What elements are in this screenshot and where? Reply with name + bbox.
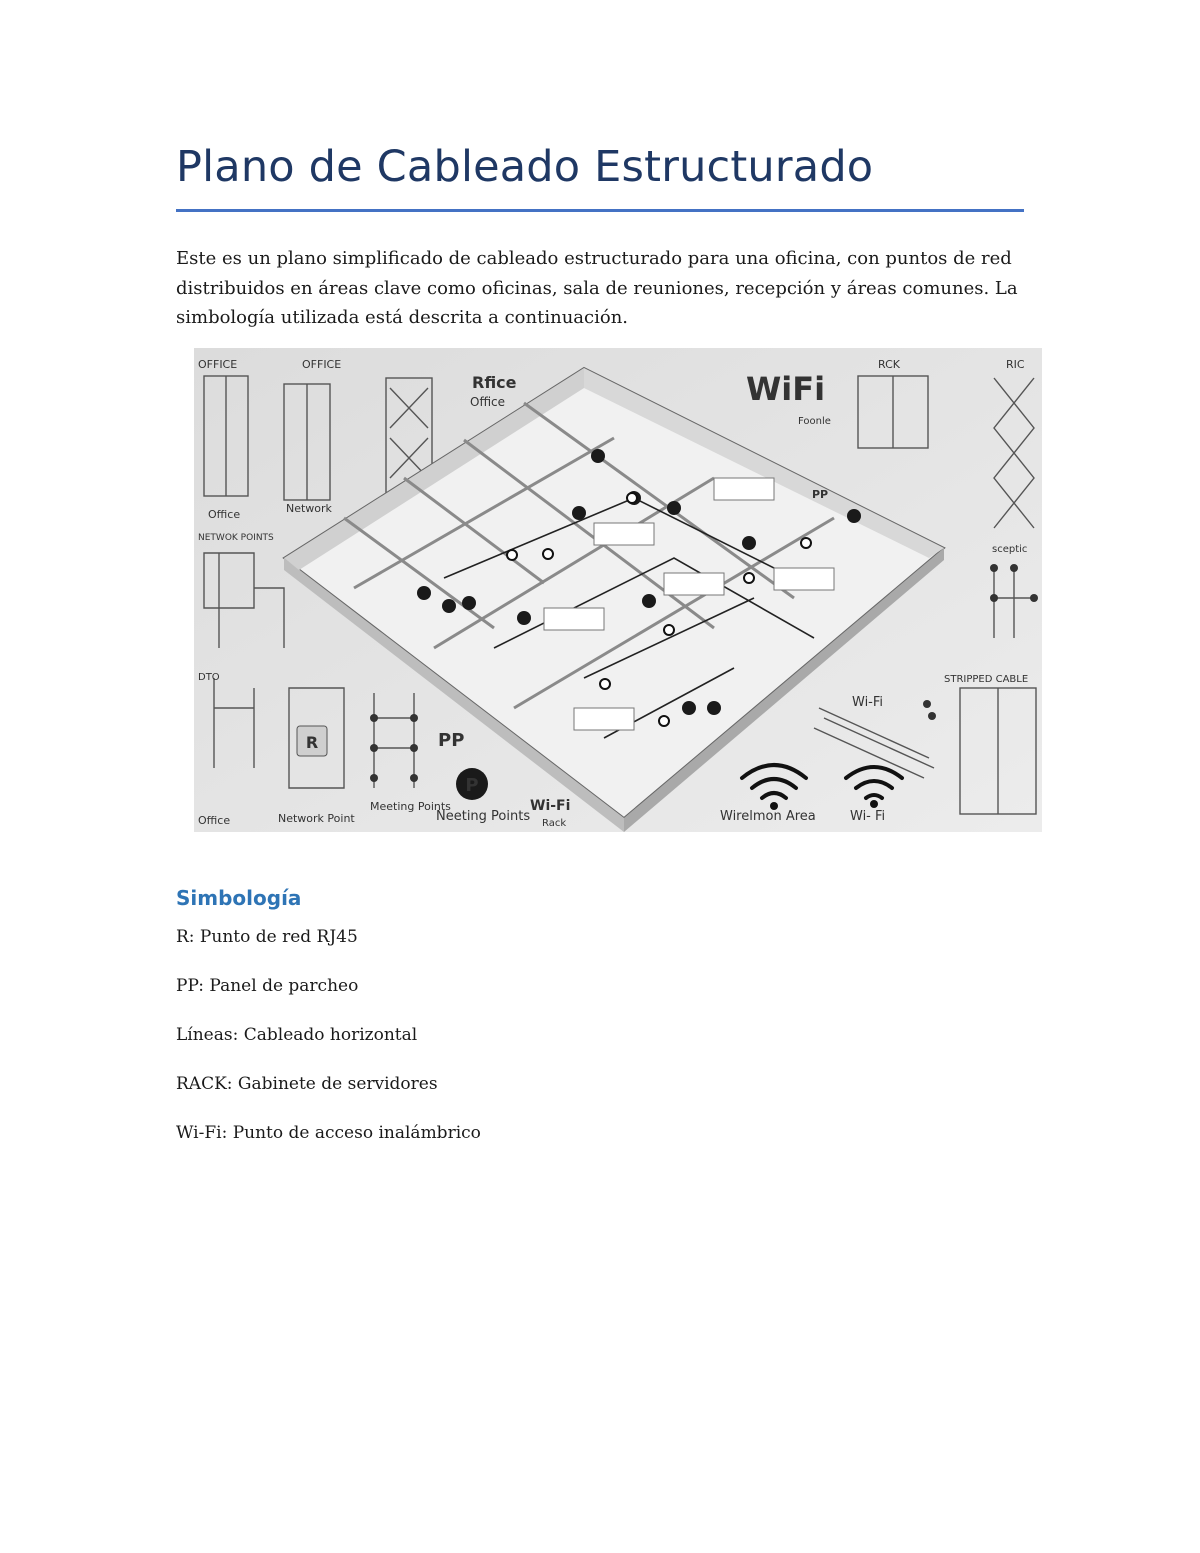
label-rack-sub: Rack <box>542 818 567 829</box>
legend-item-rack: RACK: Gabinete de servidores <box>176 1074 438 1094</box>
wifi-icon-small-dot <box>870 800 878 808</box>
legend-item-r: R: Punto de red RJ45 <box>176 927 358 947</box>
label-wifi-rack: Wi-Fi <box>530 798 571 814</box>
label-network: Network <box>286 502 332 515</box>
floor-plan-illustration <box>194 348 1042 832</box>
label-network-point: Network Point <box>278 812 355 825</box>
legend-item-lineas: Líneas: Cableado horizontal <box>176 1025 418 1045</box>
label-meeting-points: Meeting Points <box>370 800 451 813</box>
label-neeting-points: Neeting Points <box>436 809 531 824</box>
label-rfice: Rfice <box>472 373 517 392</box>
label-wifi-sub: Foonle <box>798 416 831 427</box>
label-wirelmon-area: Wirelmon Area <box>720 809 816 824</box>
label-office-1: OFFICE <box>198 358 238 371</box>
legend-item-wifi: Wi-Fi: Punto de acceso inalámbrico <box>176 1123 481 1143</box>
section-heading-simbologia: Simbología <box>176 886 302 910</box>
label-rack-2: RIC <box>1006 358 1025 371</box>
floor-plan-image <box>194 348 1042 832</box>
label-pp-wall: PP <box>812 488 829 501</box>
rack-symbol-r: R <box>305 733 319 752</box>
label-network-points: NETWOK POINTS <box>198 533 274 543</box>
title-underline <box>176 209 1024 212</box>
label-office-2: OFFICE <box>302 358 342 371</box>
label-wi-fi-bottom: Wi- Fi <box>850 809 886 824</box>
label-wi-fi-top: Wi-Fi <box>852 695 884 710</box>
label-dto: DTO <box>198 672 220 683</box>
label-office-small: Office <box>470 395 506 409</box>
label-striped-cable: STRIPPED CABLE <box>944 674 1029 685</box>
label-pp-big: PP <box>438 730 465 751</box>
legend-list <box>176 925 481 1170</box>
label-office-bottom: Office <box>198 814 231 827</box>
legend-item-pp: PP: Panel de parcheo <box>176 976 359 996</box>
intro-paragraph: Este es un plano simplificado de cableado estructurado para una oficina, con puntos de red distribuidos en áreas clave como oficinas, sala de reuniones, recepción y áreas comunes. La simbología utilizada está descrita a continuación. <box>176 248 1018 328</box>
label-rack-1: RCK <box>878 358 900 371</box>
label-wifi-big: WiFi <box>746 370 826 408</box>
label-sceptic: sceptic <box>992 544 1028 555</box>
page-title: Plano de Cableado Estructurado <box>176 142 874 192</box>
label-office-left: Office <box>208 508 241 521</box>
p-symbol-letter: P <box>465 775 479 796</box>
